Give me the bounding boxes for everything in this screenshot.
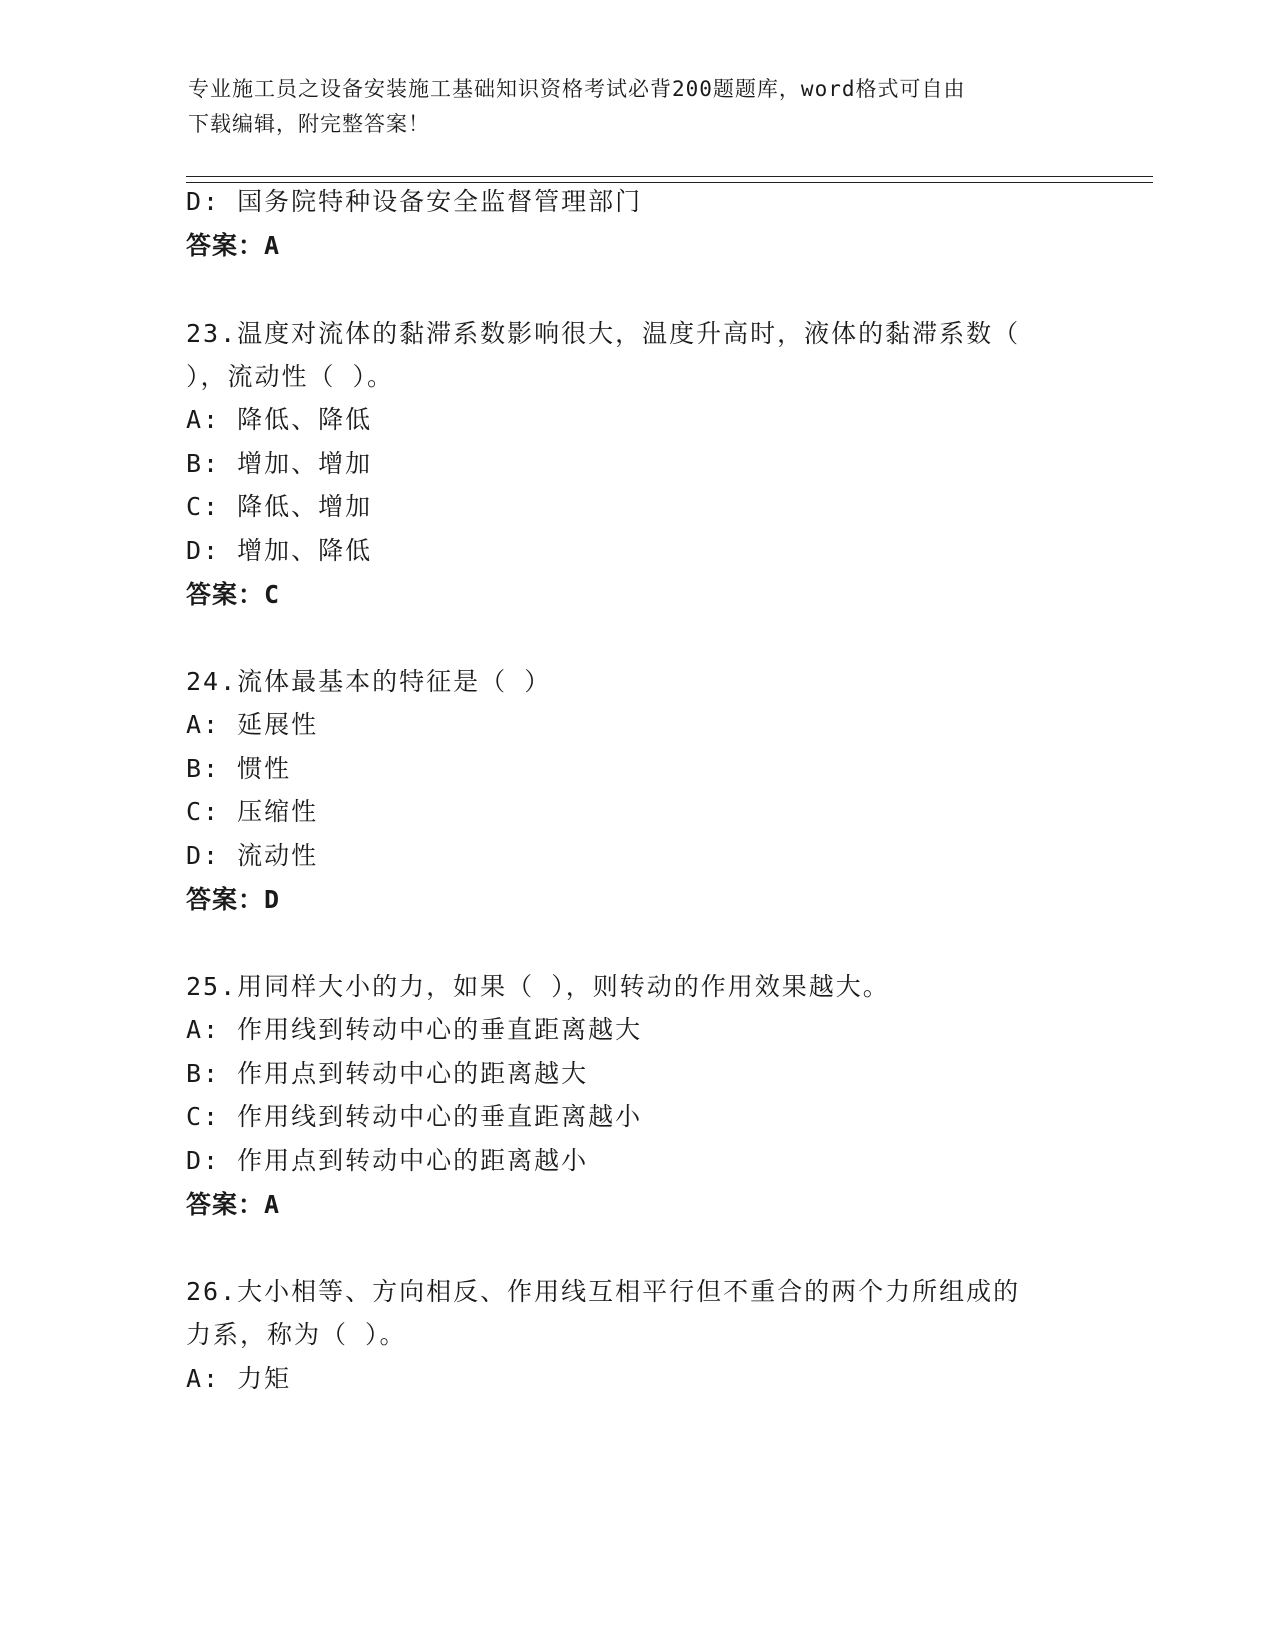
answer-q24: 答案：D [186, 885, 281, 914]
option-b-q25: B: 作用点到转动中心的距离越大 [186, 1059, 589, 1088]
option-d-q23: D: 增加、降低 [186, 536, 373, 565]
answer-q25: 答案：A [186, 1190, 281, 1219]
question-26-line-2: 力系，称为（ ）。 [186, 1320, 407, 1349]
option-b-q24: B: 惯性 [186, 754, 292, 783]
question-23-line-1: 23.温度对流体的黏滞系数影响很大，温度升高时，液体的黏滞系数（ [186, 319, 1021, 348]
option-d-q22: D: 国务院特种设备安全监督管理部门 [186, 187, 643, 216]
header-line-1: 专业施工员之设备安装施工基础知识资格考试必背200题题库，word格式可自由 [188, 77, 966, 101]
answer-q22: 答案：A [186, 231, 281, 260]
question-24: 24.流体最基本的特征是（ ） [186, 667, 552, 696]
option-c-q25: C: 作用线到转动中心的垂直距离越小 [186, 1102, 643, 1131]
question-23-line-2: ），流动性（ ）。 [186, 362, 395, 391]
header-line-2: 下载编辑，附完整答案！ [188, 112, 430, 136]
answer-q23: 答案：C [186, 580, 281, 609]
option-c-q23: C: 降低、增加 [186, 492, 373, 521]
option-c-q24: C: 压缩性 [186, 797, 319, 826]
option-a-q23: A: 降低、降低 [186, 405, 373, 434]
question-25: 25.用同样大小的力，如果（ ），则转动的作用效果越大。 [186, 972, 890, 1001]
option-d-q25: D: 作用点到转动中心的距离越小 [186, 1146, 589, 1175]
option-a-q24: A: 延展性 [186, 710, 319, 739]
header-rule-top [186, 176, 1153, 177]
option-a-q25: A: 作用线到转动中心的垂直距离越大 [186, 1015, 643, 1044]
document-header [188, 72, 1068, 142]
option-a-q26: A: 力矩 [186, 1364, 292, 1393]
header-rule-bottom [186, 182, 1153, 183]
question-26-line-1: 26.大小相等、方向相反、作用线互相平行但不重合的两个力所组成的 [186, 1277, 1021, 1306]
option-b-q23: B: 增加、增加 [186, 449, 373, 478]
option-d-q24: D: 流动性 [186, 841, 319, 870]
